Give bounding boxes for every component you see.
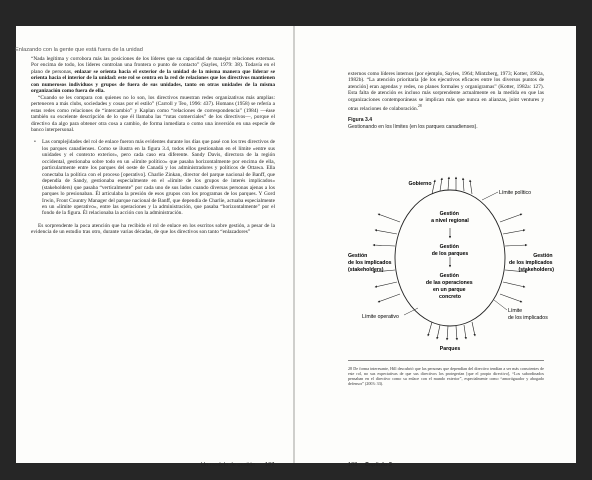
leader-limite-politico xyxy=(482,192,498,200)
label-limite-implicados: Límite de los implicados xyxy=(508,308,548,321)
right-body xyxy=(348,71,544,113)
paragraph-3: Es sorprendente la poca atención que ha recibido el rol de enlace en los escritos sobre gestión, a pesar de la evidencia de un estudio tras otro, durante varias décadas, de que los directivos son tanto “enlazadores” xyxy=(31,222,275,236)
left-footer xyxy=(201,462,274,468)
arrows-left xyxy=(373,214,400,302)
right-page-number: 108 xyxy=(348,462,358,468)
bullet-text: Las complejidades del rol de enlace fueron más evidentes durante los días que pasé con los tres directivos de los parques canadienses. Como se ilustra en la figura 3.4, todos ellos gestionaban en el límite «entre sus unidades y el contexto exterior», pero cada caso era diferente. Sandy Davis, directora de la región occidental, gestionaba sobre todo en un «límite político» que pasaba horizontalmente por encima de ella, particularmente entre los parques del oeste de Canadá y los administradores y políticos de Ottawa. Ella conectaba la política con el proceso [operativo]. Charlie Zinkan, director del parque nacional de Banff, que dependía de Sandy, gestionaba especialmente en el «límite de los grupos de interés implicados» (stakeholders) que pasaba “verticalmente” por cada uno de sus lados cuando diversas personas ajenas a los parques lo presionaban. Él articulaba la presión de esos grupos con los programas de los parques. Y Gord Irwin, Front Country Manager del parque nacional de Banff, que dependía de Charlie, actuaba especialmente en un «límite operativo», entre las operaciones y la administración, que pasaba “horizontalmente” por el fondo de la figura. Él relacionaba la acción con la administración. xyxy=(42,139,276,217)
figure-caption: Gestionando en los límites (en los parques canadienses). xyxy=(348,123,478,130)
boundary-diagram xyxy=(348,172,556,356)
figure-caption-block xyxy=(348,117,478,130)
figure-title: Figura 3.4 xyxy=(348,117,373,123)
paragraph-1 xyxy=(31,56,275,95)
label-gestion-operaciones: Gestión de las operaciones en un parque concreto xyxy=(425,273,473,300)
arrows-right xyxy=(500,214,527,302)
footnote-rule xyxy=(348,360,544,361)
right-footer xyxy=(348,462,392,468)
left-page-number: 107 xyxy=(264,462,275,468)
label-gobierno: Gobierno xyxy=(408,181,432,187)
label-implicados-right: Gestión de los implicados (stakeholders) xyxy=(509,253,554,273)
label-gestion-parques: Gestión de los parques xyxy=(431,244,469,257)
right-footer-label: Capítulo 3 xyxy=(364,462,392,468)
paragraph-1-text: “Nada legítima y corrobora más las posiciones de los líderes que su capacidad de manejar relaciones externas. Por encima de todo, los líderes controlan una frontera o punto de contacto” (Sayles, 1979: 38). Todavía en el plano de personas, xyxy=(31,56,275,75)
label-limite-politico: Límite político xyxy=(499,190,532,196)
footnote-ref: 28 xyxy=(418,104,422,109)
right-paragraph-1 xyxy=(348,71,544,113)
label-parques: Parques xyxy=(439,346,461,352)
label-gestion-regional: Gestión a nivel regional xyxy=(431,211,469,224)
left-body xyxy=(31,56,275,236)
left-footer-label: Un modelo de gestión xyxy=(201,462,256,468)
footnote: 28 De forma interesante, Hill descubrió que las personas que dependían del directivo tendían a ser más conscientes de este rol, no sus expectativas de que sus directivos los protegerían [que el propio directivo], “Los subordinados pensaban en el directivo como su enlace con el mundo exterior”, especialmente como “amortiguador y abogado defensor” (2003: 33). xyxy=(348,366,544,386)
label-limite-operativo: Límite operativo xyxy=(362,314,399,320)
running-head: Enlazando con la gente que está fuera de la unidad xyxy=(15,47,143,53)
label-implicados-left: Gestión de los implicados (stakeholders) xyxy=(348,253,392,273)
bullet-marker: • xyxy=(34,139,36,146)
leader-limite-implicados xyxy=(494,300,507,310)
bullet-item xyxy=(31,139,275,216)
paragraph-1-bold: enlazar se orienta hacia el exterior de la unidad de la misma manera que liderar se orienta hacia el interior de la unidad: este rol se centra en la red de relaciones que los directivos mantienen con numerosos individuos y grupos de fuera de sus unidades, tanto en otras unidades de la misma organización como fuera de ella. xyxy=(31,68,275,95)
arrows-bottom xyxy=(428,322,475,340)
right-paragraph-1-text: externos como líderes internos (por ejemplo, Sayles, 1964; Mintzberg, 1973; Kotter, 1982a, 1982b). “La atención prioritaria [de los ejecutivos eficaces entre los diversos puntos de atención] eran agendas y redes, no planes formales y organigramas” (Kotter, 1982a: 127). Esta falta de atención es incluso más sorprendente actualmente en la medida en que las organizaciones contemporáneas se implican más que nunca en alianzas, joint ventures y otras relaciones de colaboración. xyxy=(348,71,544,113)
paragraph-2: “Cuando se les compara con quienes no lo son, los directivos muestran redes organizativas más amplias: pertenecen a más clubs, sociedades y cosas por el estilo” (Carroll y Teo, 1996: 437). Homans (1958) se refería a estas redes como relaciones de “intercambio” y Kaplan como “relaciones de correspondencia” (1984) —éase también su excelente descripción de lo que él llamaba las “rutas comerciales” de los directivos—, porque el directivo da algo para obtener otra cosa a cambio, de forma inmediata o como una inversión en una especie de banco interpersonal. xyxy=(31,94,275,133)
